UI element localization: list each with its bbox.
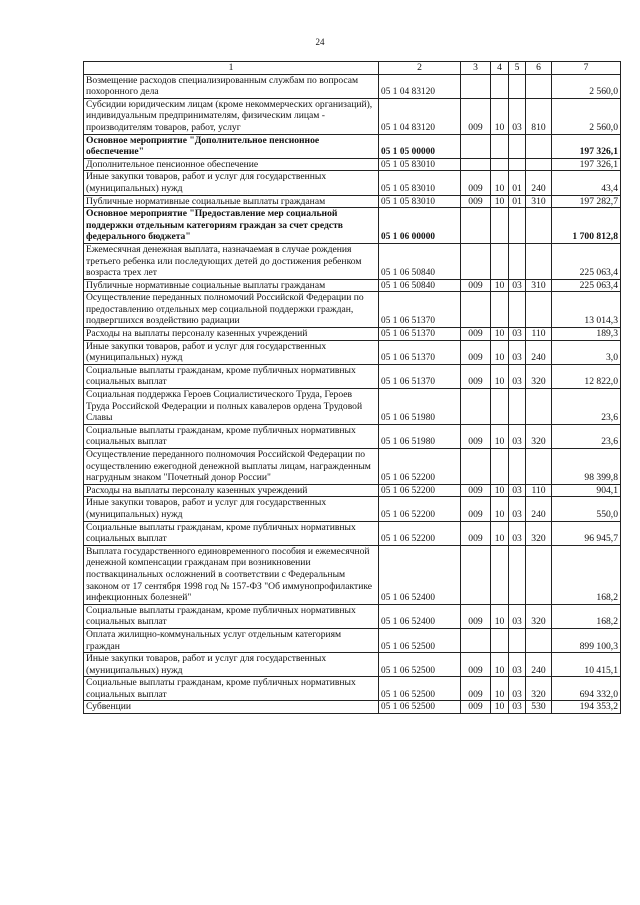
section-code <box>491 208 509 244</box>
ministry-code: 009 <box>461 484 491 497</box>
expense-type-code: 240 <box>526 340 552 364</box>
ministry-code <box>461 545 491 604</box>
subsection-code: 03 <box>509 328 526 341</box>
table-row <box>84 484 621 497</box>
subsection-code <box>509 545 526 604</box>
expense-type-code <box>526 134 552 158</box>
section-code <box>491 158 509 171</box>
table-row <box>84 328 621 341</box>
expense-name: Расходы на выплаты персоналу казенных учреждений <box>84 328 379 341</box>
ministry-code <box>461 292 491 328</box>
expense-name: Социальные выплаты гражданам, кроме публичных нормативных социальных выплат <box>84 604 379 628</box>
table-row <box>84 292 621 328</box>
subsection-code: 03 <box>509 604 526 628</box>
subsection-code <box>509 158 526 171</box>
target-code: 05 1 06 50840 <box>379 279 461 292</box>
expense-type-code: 310 <box>526 279 552 292</box>
column-header: 6 <box>526 62 552 75</box>
expense-type-code <box>526 243 552 279</box>
amount: 2 560,0 <box>552 98 621 134</box>
subsection-code: 03 <box>509 424 526 448</box>
ministry-code: 009 <box>461 521 491 545</box>
expense-name: Социальные выплаты гражданам, кроме публичных нормативных социальных выплат <box>84 677 379 701</box>
expense-type-code <box>526 292 552 328</box>
section-code <box>491 74 509 98</box>
expense-type-code: 310 <box>526 195 552 208</box>
page-number: 24 <box>315 37 325 47</box>
amount: 194 353,2 <box>552 701 621 714</box>
subsection-code <box>509 208 526 244</box>
section-code: 10 <box>491 497 509 521</box>
ministry-code: 009 <box>461 340 491 364</box>
expense-name: Основное мероприятие "Предоставление мер социальной поддержки отдельным категориям граждан за счет средств федерального бюджета" <box>84 208 379 244</box>
table-row <box>84 340 621 364</box>
expense-name: Социальные выплаты гражданам, кроме публичных нормативных социальных выплат <box>84 364 379 388</box>
section-code: 10 <box>491 424 509 448</box>
expense-type-code <box>526 158 552 171</box>
expense-type-code: 810 <box>526 98 552 134</box>
expense-type-code <box>526 389 552 425</box>
section-code <box>491 134 509 158</box>
table-row <box>84 208 621 244</box>
expense-type-code <box>526 208 552 244</box>
section-code: 10 <box>491 653 509 677</box>
target-code: 05 1 06 52500 <box>379 628 461 652</box>
expense-name: Иные закупки товаров, работ и услуг для государственных (муниципальных) нужд <box>84 653 379 677</box>
section-code: 10 <box>491 279 509 292</box>
expense-type-code: 110 <box>526 484 552 497</box>
target-code: 05 1 06 51370 <box>379 340 461 364</box>
section-code <box>491 389 509 425</box>
amount: 98 399,8 <box>552 449 621 485</box>
target-code: 05 1 06 52500 <box>379 677 461 701</box>
target-code: 05 1 06 52500 <box>379 653 461 677</box>
amount: 899 100,3 <box>552 628 621 652</box>
subsection-code <box>509 243 526 279</box>
expense-name: Дополнительное пенсионное обеспечение <box>84 158 379 171</box>
expense-name: Возмещение расходов специализированным службам по вопросам похоронного дела <box>84 74 379 98</box>
target-code: 05 1 06 52200 <box>379 497 461 521</box>
expense-type-code <box>526 449 552 485</box>
column-header: 7 <box>552 62 621 75</box>
target-code: 05 1 06 51370 <box>379 364 461 388</box>
section-code <box>491 628 509 652</box>
table-row <box>84 677 621 701</box>
ministry-code <box>461 208 491 244</box>
expense-type-code <box>526 628 552 652</box>
ministry-code <box>461 243 491 279</box>
ministry-code: 009 <box>461 98 491 134</box>
subsection-code <box>509 292 526 328</box>
amount: 904,1 <box>552 484 621 497</box>
section-code: 10 <box>491 484 509 497</box>
subsection-code <box>509 134 526 158</box>
subsection-code: 03 <box>509 701 526 714</box>
section-code <box>491 292 509 328</box>
expense-type-code: 240 <box>526 171 552 195</box>
ministry-code <box>461 449 491 485</box>
table-row <box>84 98 621 134</box>
subsection-code: 03 <box>509 98 526 134</box>
table-row <box>84 243 621 279</box>
target-code: 05 1 05 83010 <box>379 195 461 208</box>
expense-type-code: 240 <box>526 497 552 521</box>
ministry-code: 009 <box>461 424 491 448</box>
target-code: 05 1 06 51370 <box>379 292 461 328</box>
section-code: 10 <box>491 521 509 545</box>
table-row <box>84 653 621 677</box>
target-code: 05 1 05 83010 <box>379 158 461 171</box>
table-row <box>84 134 621 158</box>
section-code: 10 <box>491 364 509 388</box>
table-row <box>84 389 621 425</box>
subsection-code: 03 <box>509 677 526 701</box>
amount: 225 063,4 <box>552 279 621 292</box>
target-code: 05 1 06 52400 <box>379 545 461 604</box>
amount: 96 945,7 <box>552 521 621 545</box>
section-code: 10 <box>491 701 509 714</box>
amount: 23,6 <box>552 389 621 425</box>
expense-name: Субсидии юридическим лицам (кроме некоммерческих организаций), индивидуальным предпринимателям, физическим лицам - производителям товаров, работ, услуг <box>84 98 379 134</box>
subsection-code: 03 <box>509 521 526 545</box>
table-row <box>84 364 621 388</box>
target-code: 05 1 06 52200 <box>379 521 461 545</box>
subsection-code: 01 <box>509 171 526 195</box>
section-code <box>491 243 509 279</box>
section-code: 10 <box>491 340 509 364</box>
expense-type-code <box>526 74 552 98</box>
table-row <box>84 521 621 545</box>
expense-name: Публичные нормативные социальные выплаты гражданам <box>84 279 379 292</box>
subsection-code: 01 <box>509 195 526 208</box>
amount: 10 415,1 <box>552 653 621 677</box>
ministry-code <box>461 628 491 652</box>
target-code: 05 1 06 51370 <box>379 328 461 341</box>
ministry-code: 009 <box>461 364 491 388</box>
ministry-code: 009 <box>461 497 491 521</box>
section-code: 10 <box>491 98 509 134</box>
ministry-code: 009 <box>461 701 491 714</box>
subsection-code: 03 <box>509 340 526 364</box>
amount: 43,4 <box>552 171 621 195</box>
table-row <box>84 74 621 98</box>
expense-name: Расходы на выплаты персоналу казенных учреждений <box>84 484 379 497</box>
amount: 2 560,0 <box>552 74 621 98</box>
subsection-code <box>509 449 526 485</box>
expense-type-code: 320 <box>526 364 552 388</box>
amount: 12 822,0 <box>552 364 621 388</box>
expense-name: Социальные выплаты гражданам, кроме публичных нормативных социальных выплат <box>84 424 379 448</box>
ministry-code <box>461 158 491 171</box>
ministry-code <box>461 74 491 98</box>
target-code: 05 1 06 52400 <box>379 604 461 628</box>
target-code: 05 1 06 51980 <box>379 389 461 425</box>
amount: 197 326,1 <box>552 134 621 158</box>
section-code <box>491 545 509 604</box>
table-row <box>84 279 621 292</box>
target-code: 05 1 06 52200 <box>379 449 461 485</box>
header-row <box>84 62 621 75</box>
expense-type-code: 110 <box>526 328 552 341</box>
target-code: 05 1 06 52500 <box>379 701 461 714</box>
expense-type-code: 320 <box>526 424 552 448</box>
subsection-code: 03 <box>509 279 526 292</box>
ministry-code <box>461 389 491 425</box>
table-row <box>84 497 621 521</box>
column-header: 4 <box>491 62 509 75</box>
amount: 3,0 <box>552 340 621 364</box>
ministry-code: 009 <box>461 195 491 208</box>
amount: 168,2 <box>552 604 621 628</box>
target-code: 05 1 05 83010 <box>379 171 461 195</box>
target-code: 05 1 06 50840 <box>379 243 461 279</box>
ministry-code: 009 <box>461 279 491 292</box>
amount: 694 332,0 <box>552 677 621 701</box>
column-header: 3 <box>461 62 491 75</box>
amount: 1 700 812,8 <box>552 208 621 244</box>
ministry-code: 009 <box>461 677 491 701</box>
table-row <box>84 701 621 714</box>
amount: 197 282,7 <box>552 195 621 208</box>
section-code: 10 <box>491 328 509 341</box>
amount: 550,0 <box>552 497 621 521</box>
column-header: 5 <box>509 62 526 75</box>
ministry-code: 009 <box>461 171 491 195</box>
column-header: 1 <box>84 62 379 75</box>
table-row <box>84 449 621 485</box>
subsection-code: 03 <box>509 484 526 497</box>
expense-name: Осуществление переданных полномочий Российской Федерации по предоставлению отдельных мер социальной поддержки граждан, подвергшихся воздействию радиации <box>84 292 379 328</box>
expense-type-code: 240 <box>526 653 552 677</box>
table-row <box>84 628 621 652</box>
subsection-code: 03 <box>509 653 526 677</box>
subsection-code <box>509 74 526 98</box>
amount: 23,6 <box>552 424 621 448</box>
table-body <box>84 74 621 713</box>
expense-name: Иные закупки товаров, работ и услуг для государственных (муниципальных) нужд <box>84 171 379 195</box>
amount: 225 063,4 <box>552 243 621 279</box>
table-row <box>84 545 621 604</box>
budget-table <box>83 61 621 714</box>
expense-type-code <box>526 545 552 604</box>
section-code: 10 <box>491 604 509 628</box>
expense-name: Публичные нормативные социальные выплаты гражданам <box>84 195 379 208</box>
amount: 13 014,3 <box>552 292 621 328</box>
section-code <box>491 449 509 485</box>
section-code: 10 <box>491 171 509 195</box>
table-row <box>84 195 621 208</box>
column-header: 2 <box>379 62 461 75</box>
expense-name: Субвенции <box>84 701 379 714</box>
expense-type-code: 320 <box>526 604 552 628</box>
expense-name: Оплата жилищно-коммунальных услуг отдельным категориям граждан <box>84 628 379 652</box>
target-code: 05 1 05 00000 <box>379 134 461 158</box>
section-code: 10 <box>491 677 509 701</box>
subsection-code: 03 <box>509 497 526 521</box>
expense-name: Основное мероприятие "Дополнительное пенсионное обеспечение" <box>84 134 379 158</box>
amount: 197 326,1 <box>552 158 621 171</box>
target-code: 05 1 04 83120 <box>379 98 461 134</box>
target-code: 05 1 06 51980 <box>379 424 461 448</box>
target-code: 05 1 04 83120 <box>379 74 461 98</box>
expense-type-code: 320 <box>526 677 552 701</box>
target-code: 05 1 06 00000 <box>379 208 461 244</box>
expense-type-code: 530 <box>526 701 552 714</box>
amount: 189,3 <box>552 328 621 341</box>
table-row <box>84 158 621 171</box>
subsection-code <box>509 628 526 652</box>
expense-name: Выплата государственного единовременного пособия и ежемесячной денежной компенсации гражданам при возникновении поствакцинальных осложнений в соответствии с Федеральным законом от 17 сентября 1998 год № 157-ФЗ "Об иммунопрофилактике инфекционных болезней" <box>84 545 379 604</box>
expense-name: Осуществление переданного полномочия Российской Федерации по осуществлению ежегодной денежной выплаты лицам, награжденным нагрудным знаком "Почетный донор России" <box>84 449 379 485</box>
subsection-code <box>509 389 526 425</box>
expense-name: Ежемесячная денежная выплата, назначаемая в случае рождения третьего ребенка или последующих детей до достижения ребенком возраста трех лет <box>84 243 379 279</box>
ministry-code <box>461 134 491 158</box>
expense-name: Иные закупки товаров, работ и услуг для государственных (муниципальных) нужд <box>84 497 379 521</box>
target-code: 05 1 06 52200 <box>379 484 461 497</box>
subsection-code: 03 <box>509 364 526 388</box>
expense-name: Социальная поддержка Героев Социалистического Труда, Героев Труда Российской Федерации и полных кавалеров ордена Трудовой Славы <box>84 389 379 425</box>
amount: 168,2 <box>552 545 621 604</box>
ministry-code: 009 <box>461 653 491 677</box>
table-row <box>84 424 621 448</box>
ministry-code: 009 <box>461 328 491 341</box>
expense-type-code: 320 <box>526 521 552 545</box>
ministry-code: 009 <box>461 604 491 628</box>
table-row <box>84 171 621 195</box>
section-code: 10 <box>491 195 509 208</box>
expense-name: Социальные выплаты гражданам, кроме публичных нормативных социальных выплат <box>84 521 379 545</box>
table-row <box>84 604 621 628</box>
expense-name: Иные закупки товаров, работ и услуг для государственных (муниципальных) нужд <box>84 340 379 364</box>
